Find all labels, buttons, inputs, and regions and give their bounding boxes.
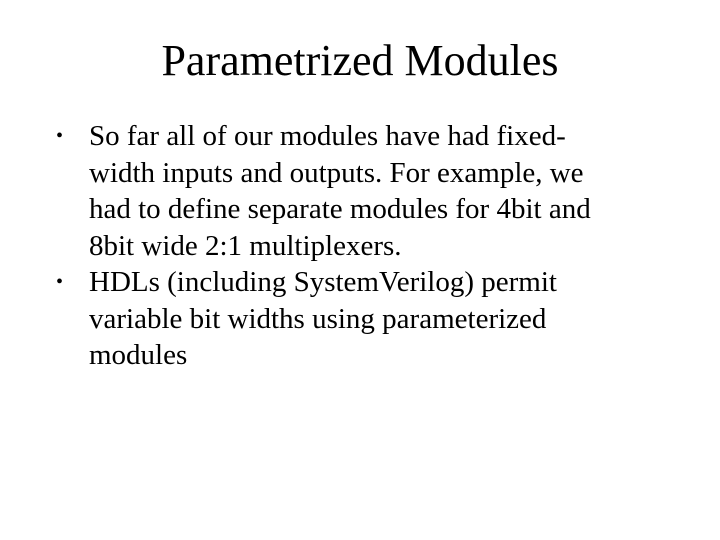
slide-title: Parametrized Modules: [161, 36, 559, 85]
bullet-2-line-2: variable bit widths using parameterized: [89, 302, 547, 335]
bullet-dot-icon: •: [56, 271, 64, 293]
bullet-2-line-1: HDLs (including SystemVerilog) permit: [89, 266, 557, 298]
bullet-item: [54, 264, 694, 374]
bullet-list: [54, 118, 694, 374]
bullet-item: [54, 118, 694, 264]
bullet-dot-icon: •: [56, 125, 64, 147]
bullet-2-line-3: modules: [89, 339, 188, 371]
bullet-1-line-2: width inputs and outputs. For example, we: [89, 156, 584, 189]
bullet-1-line-3: had to define separate modules for 4bit and: [89, 193, 591, 225]
bullet-1-line-1: So far all of our modules have had fixed-: [89, 120, 566, 152]
bullet-1-line-4: 8bit wide 2:1 multiplexers.: [89, 229, 402, 262]
